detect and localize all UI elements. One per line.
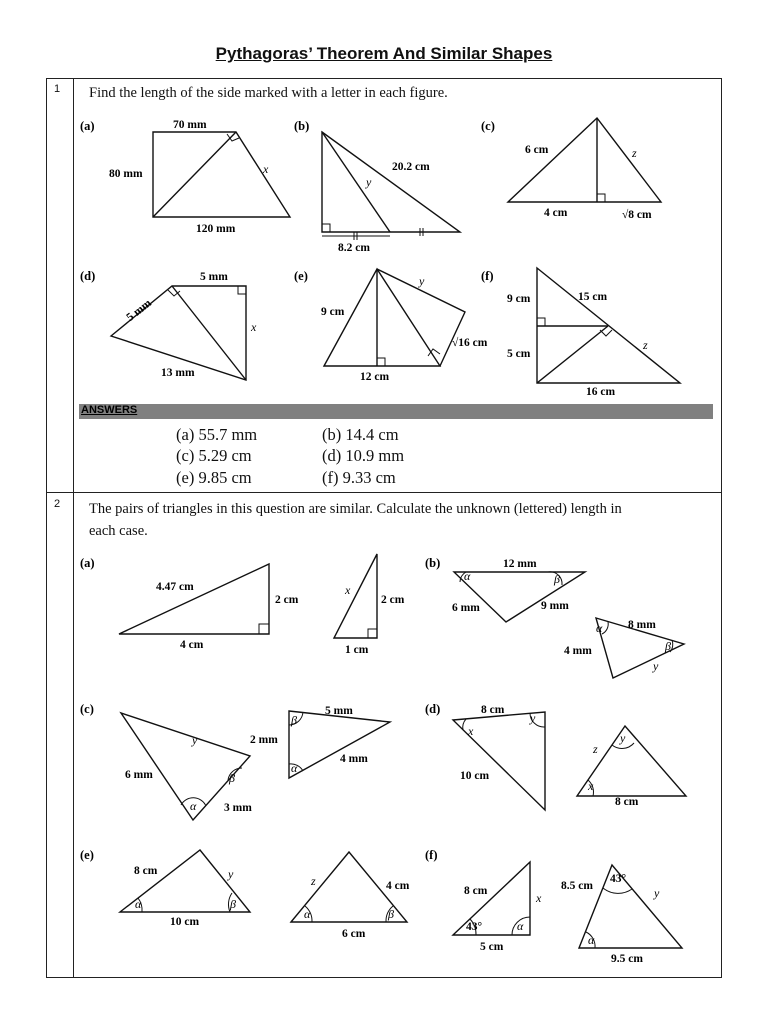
answer-c: (c) 5.29 cm (176, 446, 252, 465)
fig-a-top-label: 70 mm (173, 119, 207, 131)
fig2-e-left: 8 cm (134, 865, 158, 877)
fig-d-left-label: 5 mm (124, 297, 154, 324)
fig-d-var: x (251, 320, 257, 334)
fig2-f-angle: 43° (466, 921, 483, 933)
fig2-d-small-triangle (577, 726, 686, 796)
fig-b-hyp-label: 20.2 cm (392, 161, 430, 173)
page-title: Pythagoras’ Theorem And Similar Shapes (215, 44, 553, 63)
fig2-f-left: 8 cm (464, 885, 488, 897)
fig2-f-base: 5 cm (480, 941, 504, 953)
fig2-a-side: 2 cm (275, 594, 299, 606)
fig-f-var: z (643, 338, 648, 352)
fig2-e-var-y: y (228, 867, 234, 881)
fig2-b-beta2: β (665, 639, 671, 653)
fig2-e-beta: β (230, 897, 236, 911)
fig-c-var: z (632, 146, 637, 160)
fig2-d-var-x2: x (588, 779, 594, 793)
question-instruction-line1: The pairs of triangles in this question are similar. Calculate the unknown (lettered) length in (89, 501, 622, 517)
fig-f-mid-label: 15 cm (578, 291, 608, 303)
fig2-a-hyp: 4.47 cm (156, 581, 194, 593)
fig2-b-alpha2: α (596, 621, 603, 635)
fig-e-right-label: √16 cm (452, 337, 488, 349)
fig2-f-base2: 9.5 cm (611, 953, 643, 965)
fig2-d-var-y2: y (620, 731, 626, 745)
question-number: 2 (54, 498, 61, 510)
answer-b: (b) 14.4 cm (322, 425, 399, 444)
part-label-a: (a) (80, 119, 95, 133)
part-label-c: (c) (80, 702, 94, 716)
fig-a-left-label: 80 mm (109, 168, 143, 180)
fig-b-base-label: 8.2 cm (338, 242, 370, 254)
fig2-d-var-y: y (530, 711, 536, 725)
fig2-f-var-x: x (536, 891, 542, 905)
fig2-b-left: 6 mm (452, 602, 480, 614)
fig2-f-small-triangle (579, 865, 682, 948)
fig2-c-alpha: α (190, 799, 197, 813)
fig2-a-large-triangle (119, 564, 269, 634)
fig2-b-right: 9 mm (541, 600, 569, 612)
fig2-d-base: 8 cm (615, 796, 639, 808)
fig2-a-base: 4 cm (180, 639, 204, 651)
part-label-b: (b) (425, 556, 441, 570)
fig2-d-large-triangle (453, 712, 545, 810)
fig2-a-side2: 2 cm (381, 594, 405, 606)
part-label-f: (f) (425, 848, 438, 862)
fig2-c-right2: 4 mm (340, 753, 368, 765)
answers-label: ANSWERS (81, 404, 138, 416)
answer-d: (d) 10.9 mm (322, 446, 405, 465)
answer-e: (e) 9.85 cm (176, 468, 252, 487)
answer-f: (f) 9.33 cm (322, 468, 396, 487)
fig2-c-left2: 2 mm (250, 734, 278, 746)
fig-e-left-label: 9 cm (321, 306, 345, 318)
part-label-a: (a) (80, 556, 95, 570)
fig2-b-left2: 4 mm (564, 645, 592, 657)
fig2-e-var-z: z (311, 874, 316, 888)
fig2-d-left: 10 cm (460, 770, 490, 782)
fig-e-var: y (419, 274, 425, 288)
fig-c-left-label: 6 cm (525, 144, 549, 156)
fig2-e-right2: 4 cm (386, 880, 410, 892)
part-label-c: (c) (481, 119, 495, 133)
fig-e-base-label: 12 cm (360, 371, 390, 383)
fig2-b-large-triangle (454, 572, 585, 622)
fig2-b-beta: β (554, 572, 560, 586)
fig-d-bottom-label: 13 mm (161, 367, 195, 379)
fig2-a-var: x (345, 583, 351, 597)
fig2-d-var-x: x (468, 724, 474, 738)
question-instruction: Find the length of the side marked with a letter in each figure. (89, 85, 448, 101)
part-label-b: (b) (294, 119, 310, 133)
question-instruction-line2: each case. (89, 523, 148, 539)
fig2-b-alpha: α (464, 569, 471, 583)
fig-f-left-top-label: 9 cm (507, 293, 531, 305)
fig2-c-alpha2: α (291, 761, 298, 775)
part-label-e: (e) (294, 269, 308, 283)
fig2-d-var-z: z (593, 742, 598, 756)
fig-f-base-label: 16 cm (586, 386, 616, 398)
part-label-e: (e) (80, 848, 94, 862)
fig2-f-alpha2: α (588, 933, 595, 947)
fig2-e-alpha: α (135, 897, 142, 911)
fig-d-top-label: 5 mm (200, 271, 228, 283)
fig2-e-alpha2: α (304, 907, 311, 921)
fig2-e-beta2: β (388, 907, 394, 921)
fig2-c-var: y (192, 733, 198, 747)
fig2-c-top2: 5 mm (325, 705, 353, 717)
fig2-c-beta: β (229, 771, 235, 785)
fig2-a-base2: 1 cm (345, 644, 369, 656)
fig2-f-var-y: y (654, 886, 660, 900)
fig2-b-top2: 8 mm (628, 619, 656, 631)
fig2-b-top: 12 mm (503, 558, 537, 570)
part-label-f: (f) (481, 269, 494, 283)
part-label-d: (d) (80, 269, 96, 283)
fig2-d-top: 8 cm (481, 704, 505, 716)
fig2-f-alpha: α (517, 919, 524, 933)
fig2-c-left: 6 mm (125, 769, 153, 781)
fig2-e-base2: 6 cm (342, 928, 366, 940)
fig-c-base-right: √8 cm (622, 209, 652, 221)
fig2-f-left2: 8.5 cm (561, 880, 593, 892)
fig-a-bottom-label: 120 mm (196, 223, 236, 235)
fig-f-left-bottom-label: 5 cm (507, 348, 531, 360)
fig2-c-beta2: β (291, 713, 297, 727)
fig-c-base-left: 4 cm (544, 207, 568, 219)
fig2-b-var: y (653, 659, 659, 673)
fig-b-var: y (366, 175, 372, 189)
fig2-c-bottom: 3 mm (224, 802, 252, 814)
fig2-a-small-triangle (334, 554, 377, 638)
question-number: 1 (54, 83, 61, 95)
answer-a: (a) 55.7 mm (176, 425, 258, 444)
part-label-d: (d) (425, 702, 441, 716)
fig2-c-small-triangle (289, 711, 390, 778)
fig2-f-angle2: 43° (610, 873, 627, 885)
fig-a-var: x (263, 162, 269, 176)
fig2-e-base: 10 cm (170, 916, 200, 928)
